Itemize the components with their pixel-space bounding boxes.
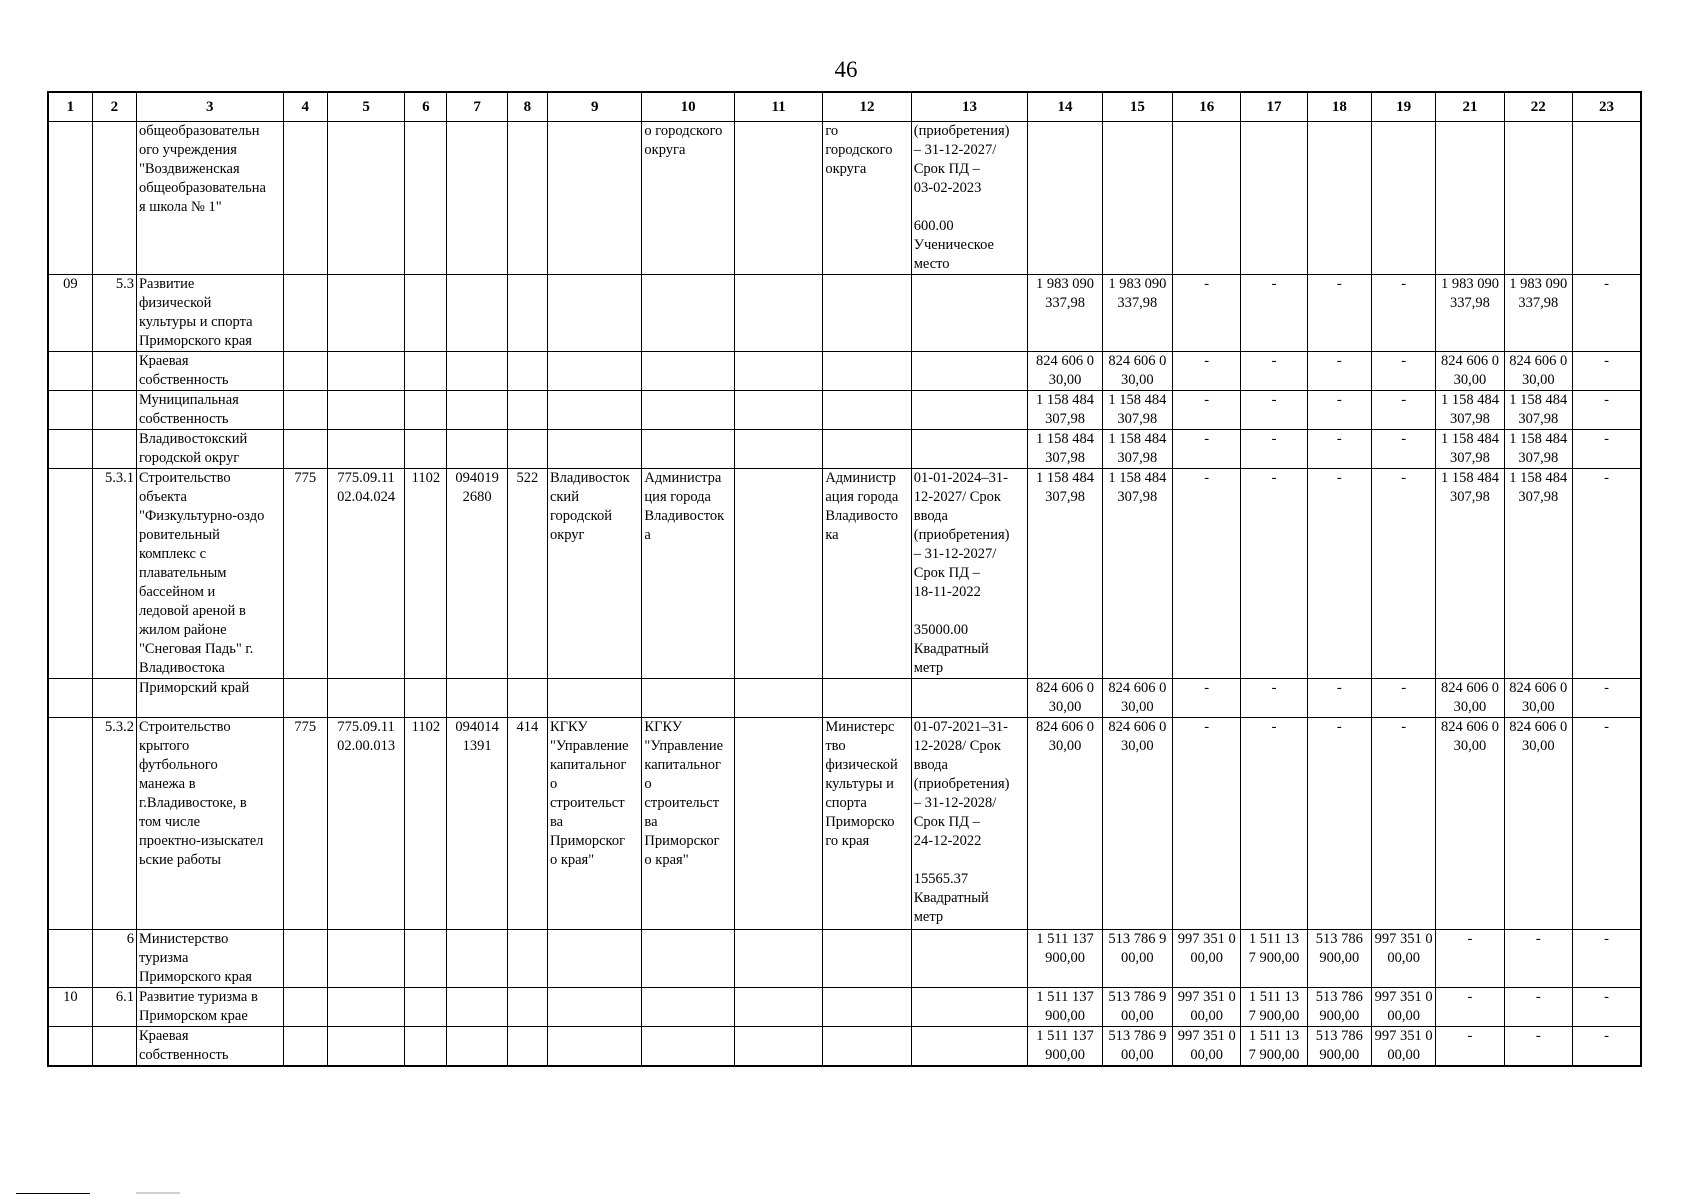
table-cell-6 bbox=[405, 930, 447, 988]
table-cell-3: Строительство крытого футбольного манежа в г.Владивостоке, в том числе проектно-изыскател ьские работы bbox=[136, 718, 283, 930]
table-cell-23: - bbox=[1572, 391, 1641, 430]
table-cell-9 bbox=[547, 930, 641, 988]
table-cell-19: - bbox=[1372, 430, 1436, 469]
table-cell-4 bbox=[283, 930, 327, 988]
table-cell-21: 1 158 484 307,98 bbox=[1436, 391, 1504, 430]
table-cell-17: - bbox=[1241, 391, 1307, 430]
table-cell-10 bbox=[642, 275, 734, 352]
table-cell-22: 1 158 484 307,98 bbox=[1504, 430, 1572, 469]
table-row bbox=[48, 469, 1641, 679]
column-header: 8 bbox=[507, 92, 547, 122]
table-cell-21: - bbox=[1436, 988, 1504, 1027]
budget-table bbox=[47, 91, 1642, 1067]
table-cell-21: 1 158 484 307,98 bbox=[1436, 430, 1504, 469]
table-cell-17: 1 511 13 7 900,00 bbox=[1241, 988, 1307, 1027]
table-cell-11 bbox=[734, 275, 822, 352]
column-header: 12 bbox=[823, 92, 911, 122]
table-cell-5 bbox=[327, 930, 404, 988]
table-cell-2: 5.3.1 bbox=[92, 469, 136, 679]
table-cell-18: - bbox=[1307, 275, 1371, 352]
table-cell-19: 997 351 0 00,00 bbox=[1372, 930, 1436, 988]
table-cell-2: 5.3 bbox=[92, 275, 136, 352]
table-cell-15: 1 158 484 307,98 bbox=[1102, 469, 1172, 679]
table-cell-2: 6 bbox=[92, 930, 136, 988]
table-cell-12 bbox=[823, 988, 911, 1027]
table-cell-9 bbox=[547, 430, 641, 469]
table-cell-7: 094019 2680 bbox=[447, 469, 507, 679]
table-cell-17: 1 511 13 7 900,00 bbox=[1241, 1027, 1307, 1067]
table-cell-3: Владивостокский городской округ bbox=[136, 430, 283, 469]
table-cell-11 bbox=[734, 122, 822, 275]
table-cell-7 bbox=[447, 275, 507, 352]
table-cell-19: - bbox=[1372, 391, 1436, 430]
column-header: 7 bbox=[447, 92, 507, 122]
footer-mark bbox=[136, 1192, 180, 1194]
table-cell-17: - bbox=[1241, 275, 1307, 352]
table-cell-19: - bbox=[1372, 679, 1436, 718]
table-cell-2 bbox=[92, 352, 136, 391]
table-cell-6 bbox=[405, 679, 447, 718]
table-cell-14 bbox=[1028, 122, 1102, 275]
table-cell-23: - bbox=[1572, 718, 1641, 930]
table-cell-22: - bbox=[1504, 930, 1572, 988]
table-cell-11 bbox=[734, 679, 822, 718]
table-cell-12: Министерс тво физической культуры и спорта Приморско го края bbox=[823, 718, 911, 930]
table-cell-15: 1 158 484 307,98 bbox=[1102, 430, 1172, 469]
column-header: 11 bbox=[734, 92, 822, 122]
table-cell-4 bbox=[283, 391, 327, 430]
table-cell-5 bbox=[327, 988, 404, 1027]
table-cell-13 bbox=[911, 391, 1028, 430]
table-cell-21: 824 606 0 30,00 bbox=[1436, 352, 1504, 391]
table-cell-16: - bbox=[1173, 430, 1241, 469]
table-cell-11 bbox=[734, 391, 822, 430]
table-cell-21: 1 158 484 307,98 bbox=[1436, 469, 1504, 679]
table-cell-3: Муниципальная собственность bbox=[136, 391, 283, 430]
table-cell-9 bbox=[547, 391, 641, 430]
table-row bbox=[48, 122, 1641, 275]
table-row bbox=[48, 930, 1641, 988]
table-cell-4: 775 bbox=[283, 718, 327, 930]
table-cell-4 bbox=[283, 430, 327, 469]
table-cell-7 bbox=[447, 352, 507, 391]
table-cell-4 bbox=[283, 122, 327, 275]
table-cell-22: 1 158 484 307,98 bbox=[1504, 469, 1572, 679]
table-cell-4: 775 bbox=[283, 469, 327, 679]
table-body bbox=[48, 122, 1641, 1067]
table-cell-15: 513 786 9 00,00 bbox=[1102, 930, 1172, 988]
table-cell-21 bbox=[1436, 122, 1504, 275]
table-cell-14: 1 511 137 900,00 bbox=[1028, 930, 1102, 988]
table-cell-12 bbox=[823, 679, 911, 718]
table-cell-18: 513 786 900,00 bbox=[1307, 1027, 1371, 1067]
table-cell-16: 997 351 0 00,00 bbox=[1173, 1027, 1241, 1067]
table-row bbox=[48, 988, 1641, 1027]
table-cell-22: - bbox=[1504, 988, 1572, 1027]
table-cell-22 bbox=[1504, 122, 1572, 275]
table-cell-13 bbox=[911, 1027, 1028, 1067]
table-cell-7 bbox=[447, 1027, 507, 1067]
column-header: 15 bbox=[1102, 92, 1172, 122]
table-cell-13 bbox=[911, 930, 1028, 988]
table-cell-14: 1 511 137 900,00 bbox=[1028, 988, 1102, 1027]
table-cell-8: 414 bbox=[507, 718, 547, 930]
table-cell-16: - bbox=[1173, 469, 1241, 679]
table-cell-15: 513 786 9 00,00 bbox=[1102, 1027, 1172, 1067]
table-cell-22: 824 606 0 30,00 bbox=[1504, 352, 1572, 391]
table-cell-2 bbox=[92, 1027, 136, 1067]
table-cell-19: 997 351 0 00,00 bbox=[1372, 1027, 1436, 1067]
table-cell-1 bbox=[48, 122, 92, 275]
table-cell-22: - bbox=[1504, 1027, 1572, 1067]
table-cell-17: - bbox=[1241, 718, 1307, 930]
table-cell-12 bbox=[823, 391, 911, 430]
table-cell-5: 775.09.11 02.00.013 bbox=[327, 718, 404, 930]
table-cell-15: 824 606 0 30,00 bbox=[1102, 718, 1172, 930]
table-cell-7 bbox=[447, 930, 507, 988]
table-cell-11 bbox=[734, 469, 822, 679]
table-cell-5 bbox=[327, 122, 404, 275]
table-cell-15 bbox=[1102, 122, 1172, 275]
table-cell-23 bbox=[1572, 122, 1641, 275]
table-cell-6 bbox=[405, 430, 447, 469]
table-cell-22: 824 606 0 30,00 bbox=[1504, 718, 1572, 930]
table-cell-1: 09 bbox=[48, 275, 92, 352]
table-cell-8 bbox=[507, 1027, 547, 1067]
table-cell-14: 1 158 484 307,98 bbox=[1028, 430, 1102, 469]
column-header: 5 bbox=[327, 92, 404, 122]
table-cell-21: 824 606 0 30,00 bbox=[1436, 718, 1504, 930]
table-cell-15: 1 983 090 337,98 bbox=[1102, 275, 1172, 352]
table-cell-1 bbox=[48, 679, 92, 718]
table-cell-14: 1 158 484 307,98 bbox=[1028, 391, 1102, 430]
table-cell-9 bbox=[547, 679, 641, 718]
table-cell-21: - bbox=[1436, 930, 1504, 988]
table-cell-10: Администра ция города Владивосток а bbox=[642, 469, 734, 679]
table-cell-8 bbox=[507, 391, 547, 430]
footer-rule bbox=[16, 1193, 90, 1194]
table-cell-16: - bbox=[1173, 391, 1241, 430]
table-cell-6 bbox=[405, 352, 447, 391]
table-cell-8 bbox=[507, 352, 547, 391]
table-cell-6 bbox=[405, 1027, 447, 1067]
column-header: 10 bbox=[642, 92, 734, 122]
table-cell-10: КГКУ "Управление капитальног о строительст ва Приморског о края" bbox=[642, 718, 734, 930]
table-cell-10 bbox=[642, 352, 734, 391]
table-cell-18: - bbox=[1307, 718, 1371, 930]
table-cell-17: - bbox=[1241, 469, 1307, 679]
column-header: 3 bbox=[136, 92, 283, 122]
table-cell-17: - bbox=[1241, 352, 1307, 391]
table-cell-19: - bbox=[1372, 469, 1436, 679]
column-header: 16 bbox=[1173, 92, 1241, 122]
column-header: 21 bbox=[1436, 92, 1504, 122]
table-cell-12 bbox=[823, 930, 911, 988]
table-cell-14: 824 606 0 30,00 bbox=[1028, 718, 1102, 930]
table-cell-8 bbox=[507, 430, 547, 469]
table-cell-6 bbox=[405, 391, 447, 430]
table-cell-10 bbox=[642, 391, 734, 430]
table-cell-21: 1 983 090 337,98 bbox=[1436, 275, 1504, 352]
table-cell-8 bbox=[507, 988, 547, 1027]
table-cell-8 bbox=[507, 930, 547, 988]
table-cell-22: 1 983 090 337,98 bbox=[1504, 275, 1572, 352]
column-header: 2 bbox=[92, 92, 136, 122]
column-header: 6 bbox=[405, 92, 447, 122]
table-cell-12 bbox=[823, 352, 911, 391]
table-cell-17: 1 511 13 7 900,00 bbox=[1241, 930, 1307, 988]
column-header: 9 bbox=[547, 92, 641, 122]
table-cell-11 bbox=[734, 718, 822, 930]
table-row bbox=[48, 679, 1641, 718]
table-cell-1 bbox=[48, 430, 92, 469]
table-cell-7 bbox=[447, 391, 507, 430]
table-cell-19: - bbox=[1372, 718, 1436, 930]
table-cell-10: о городского округа bbox=[642, 122, 734, 275]
table-cell-8 bbox=[507, 275, 547, 352]
table-cell-15: 824 606 0 30,00 bbox=[1102, 352, 1172, 391]
table-cell-1 bbox=[48, 391, 92, 430]
table-cell-14: 824 606 0 30,00 bbox=[1028, 352, 1102, 391]
table-cell-1: 10 bbox=[48, 988, 92, 1027]
table-cell-10 bbox=[642, 930, 734, 988]
column-header: 22 bbox=[1504, 92, 1572, 122]
table-cell-5 bbox=[327, 679, 404, 718]
column-header: 19 bbox=[1372, 92, 1436, 122]
table-cell-12: го городского округа bbox=[823, 122, 911, 275]
table-cell-4 bbox=[283, 275, 327, 352]
table-row bbox=[48, 718, 1641, 930]
table-cell-13 bbox=[911, 679, 1028, 718]
table-cell-7 bbox=[447, 122, 507, 275]
table-cell-3: Развитие туризма в Приморском крае bbox=[136, 988, 283, 1027]
table-cell-2: 5.3.2 bbox=[92, 718, 136, 930]
table-cell-10 bbox=[642, 1027, 734, 1067]
table-cell-9: КГКУ "Управление капитальног о строительст ва Приморског о края" bbox=[547, 718, 641, 930]
table-cell-13 bbox=[911, 275, 1028, 352]
table-cell-16: - bbox=[1173, 275, 1241, 352]
table-cell-19 bbox=[1372, 122, 1436, 275]
table-cell-18: 513 786 900,00 bbox=[1307, 988, 1371, 1027]
table-cell-13: (приобретения) – 31-12-2027/ Срок ПД – 03-02-2023 600.00 Ученическое место bbox=[911, 122, 1028, 275]
table-cell-18: - bbox=[1307, 391, 1371, 430]
table-cell-23: - bbox=[1572, 275, 1641, 352]
table-cell-19: - bbox=[1372, 275, 1436, 352]
table-cell-5 bbox=[327, 352, 404, 391]
column-header: 13 bbox=[911, 92, 1028, 122]
table-cell-23: - bbox=[1572, 352, 1641, 391]
table-cell-14: 1 983 090 337,98 bbox=[1028, 275, 1102, 352]
table-cell-12 bbox=[823, 275, 911, 352]
table-cell-13 bbox=[911, 988, 1028, 1027]
table-cell-12 bbox=[823, 1027, 911, 1067]
table-cell-17 bbox=[1241, 122, 1307, 275]
table-cell-13: 01-07-2021–31- 12-2028/ Срок ввода (приобретения) – 31-12-2028/ Срок ПД – 24-12-2022 15565.37 Квадратный метр bbox=[911, 718, 1028, 930]
table-cell-14: 824 606 0 30,00 bbox=[1028, 679, 1102, 718]
table-cell-9 bbox=[547, 352, 641, 391]
table-cell-5 bbox=[327, 275, 404, 352]
table-cell-13 bbox=[911, 430, 1028, 469]
table-cell-3: Строительство объекта "Физкультурно-оздо ровительный комплекс с плавательным бассейном и ледовой ареной в жилом районе "Снеговая Падь" г. Владивостока bbox=[136, 469, 283, 679]
table-cell-6 bbox=[405, 988, 447, 1027]
table-cell-1 bbox=[48, 718, 92, 930]
table-cell-7: 094014 1391 bbox=[447, 718, 507, 930]
table-cell-5: 775.09.11 02.04.024 bbox=[327, 469, 404, 679]
page-number: 46 bbox=[834, 57, 858, 82]
table-cell-16: 997 351 0 00,00 bbox=[1173, 930, 1241, 988]
table-cell-18: - bbox=[1307, 469, 1371, 679]
table-cell-9 bbox=[547, 122, 641, 275]
table-cell-1 bbox=[48, 469, 92, 679]
table-cell-5 bbox=[327, 391, 404, 430]
table-cell-8: 522 bbox=[507, 469, 547, 679]
table-cell-11 bbox=[734, 930, 822, 988]
table-cell-16: - bbox=[1173, 679, 1241, 718]
table-cell-7 bbox=[447, 679, 507, 718]
table-cell-11 bbox=[734, 1027, 822, 1067]
table-cell-4 bbox=[283, 988, 327, 1027]
table-cell-13: 01-01-2024–31- 12-2027/ Срок ввода (приобретения) – 31-12-2027/ Срок ПД – 18-11-2022 35000.00 Квадратный метр bbox=[911, 469, 1028, 679]
table-cell-15: 513 786 9 00,00 bbox=[1102, 988, 1172, 1027]
table-cell-17: - bbox=[1241, 679, 1307, 718]
table-cell-15: 824 606 0 30,00 bbox=[1102, 679, 1172, 718]
table-cell-9 bbox=[547, 275, 641, 352]
column-header: 17 bbox=[1241, 92, 1307, 122]
table-cell-22: 824 606 0 30,00 bbox=[1504, 679, 1572, 718]
table-cell-23: - bbox=[1572, 430, 1641, 469]
table-cell-3: Развитие физической культуры и спорта Приморского края bbox=[136, 275, 283, 352]
table-cell-12: Администр ация города Владивосто ка bbox=[823, 469, 911, 679]
table-cell-16: - bbox=[1173, 352, 1241, 391]
table-cell-19: 997 351 0 00,00 bbox=[1372, 988, 1436, 1027]
table-cell-10 bbox=[642, 430, 734, 469]
table-cell-3: Министерство туризма Приморского края bbox=[136, 930, 283, 988]
table-cell-11 bbox=[734, 352, 822, 391]
table-cell-1 bbox=[48, 352, 92, 391]
table-cell-23: - bbox=[1572, 469, 1641, 679]
table-cell-9 bbox=[547, 988, 641, 1027]
table-cell-3: Краевая собственность bbox=[136, 1027, 283, 1067]
table-cell-21: 824 606 0 30,00 bbox=[1436, 679, 1504, 718]
column-header: 4 bbox=[283, 92, 327, 122]
table-cell-5 bbox=[327, 430, 404, 469]
column-header: 23 bbox=[1572, 92, 1641, 122]
table-cell-3: общеобразовательн ого учреждения "Воздвиженская общеобразовательна я школа № 1" bbox=[136, 122, 283, 275]
header-row bbox=[48, 92, 1641, 122]
table-cell-1 bbox=[48, 930, 92, 988]
table-cell-18: - bbox=[1307, 430, 1371, 469]
column-header: 1 bbox=[48, 92, 92, 122]
table-cell-7 bbox=[447, 430, 507, 469]
table-cell-16: - bbox=[1173, 718, 1241, 930]
table-cell-6 bbox=[405, 275, 447, 352]
table-cell-13 bbox=[911, 352, 1028, 391]
table-cell-10 bbox=[642, 988, 734, 1027]
table-cell-3: Краевая собственность bbox=[136, 352, 283, 391]
table-cell-3: Приморский край bbox=[136, 679, 283, 718]
table-cell-2 bbox=[92, 679, 136, 718]
table-cell-2 bbox=[92, 430, 136, 469]
table-cell-18: - bbox=[1307, 679, 1371, 718]
table-cell-21: - bbox=[1436, 1027, 1504, 1067]
table-cell-8 bbox=[507, 122, 547, 275]
table-cell-4 bbox=[283, 352, 327, 391]
table-cell-6 bbox=[405, 122, 447, 275]
table-cell-7 bbox=[447, 988, 507, 1027]
table-cell-6: 1102 bbox=[405, 718, 447, 930]
table-row bbox=[48, 430, 1641, 469]
table-cell-2: 6.1 bbox=[92, 988, 136, 1027]
table-cell-11 bbox=[734, 430, 822, 469]
table-cell-17: - bbox=[1241, 430, 1307, 469]
table-cell-18: - bbox=[1307, 352, 1371, 391]
table-cell-12 bbox=[823, 430, 911, 469]
table-row bbox=[48, 275, 1641, 352]
table-cell-16: 997 351 0 00,00 bbox=[1173, 988, 1241, 1027]
table-cell-23: - bbox=[1572, 679, 1641, 718]
table-cell-8 bbox=[507, 679, 547, 718]
table-cell-18 bbox=[1307, 122, 1371, 275]
table-cell-19: - bbox=[1372, 352, 1436, 391]
table-cell-9 bbox=[547, 1027, 641, 1067]
table-cell-2 bbox=[92, 391, 136, 430]
table-cell-4 bbox=[283, 679, 327, 718]
table-cell-23: - bbox=[1572, 1027, 1641, 1067]
column-header: 18 bbox=[1307, 92, 1371, 122]
table-cell-15: 1 158 484 307,98 bbox=[1102, 391, 1172, 430]
table-cell-9: Владивосток ский городской округ bbox=[547, 469, 641, 679]
table-cell-23: - bbox=[1572, 930, 1641, 988]
table-cell-2 bbox=[92, 122, 136, 275]
table-row bbox=[48, 391, 1641, 430]
table-cell-5 bbox=[327, 1027, 404, 1067]
table-cell-1 bbox=[48, 1027, 92, 1067]
table-cell-10 bbox=[642, 679, 734, 718]
table-cell-4 bbox=[283, 1027, 327, 1067]
table-row bbox=[48, 352, 1641, 391]
table-cell-14: 1 158 484 307,98 bbox=[1028, 469, 1102, 679]
table-cell-14: 1 511 137 900,00 bbox=[1028, 1027, 1102, 1067]
table-cell-23: - bbox=[1572, 988, 1641, 1027]
table-cell-18: 513 786 900,00 bbox=[1307, 930, 1371, 988]
table-row bbox=[48, 1027, 1641, 1067]
table-cell-22: 1 158 484 307,98 bbox=[1504, 391, 1572, 430]
column-header: 14 bbox=[1028, 92, 1102, 122]
table-cell-16 bbox=[1173, 122, 1241, 275]
table-cell-6: 1102 bbox=[405, 469, 447, 679]
table-cell-11 bbox=[734, 988, 822, 1027]
